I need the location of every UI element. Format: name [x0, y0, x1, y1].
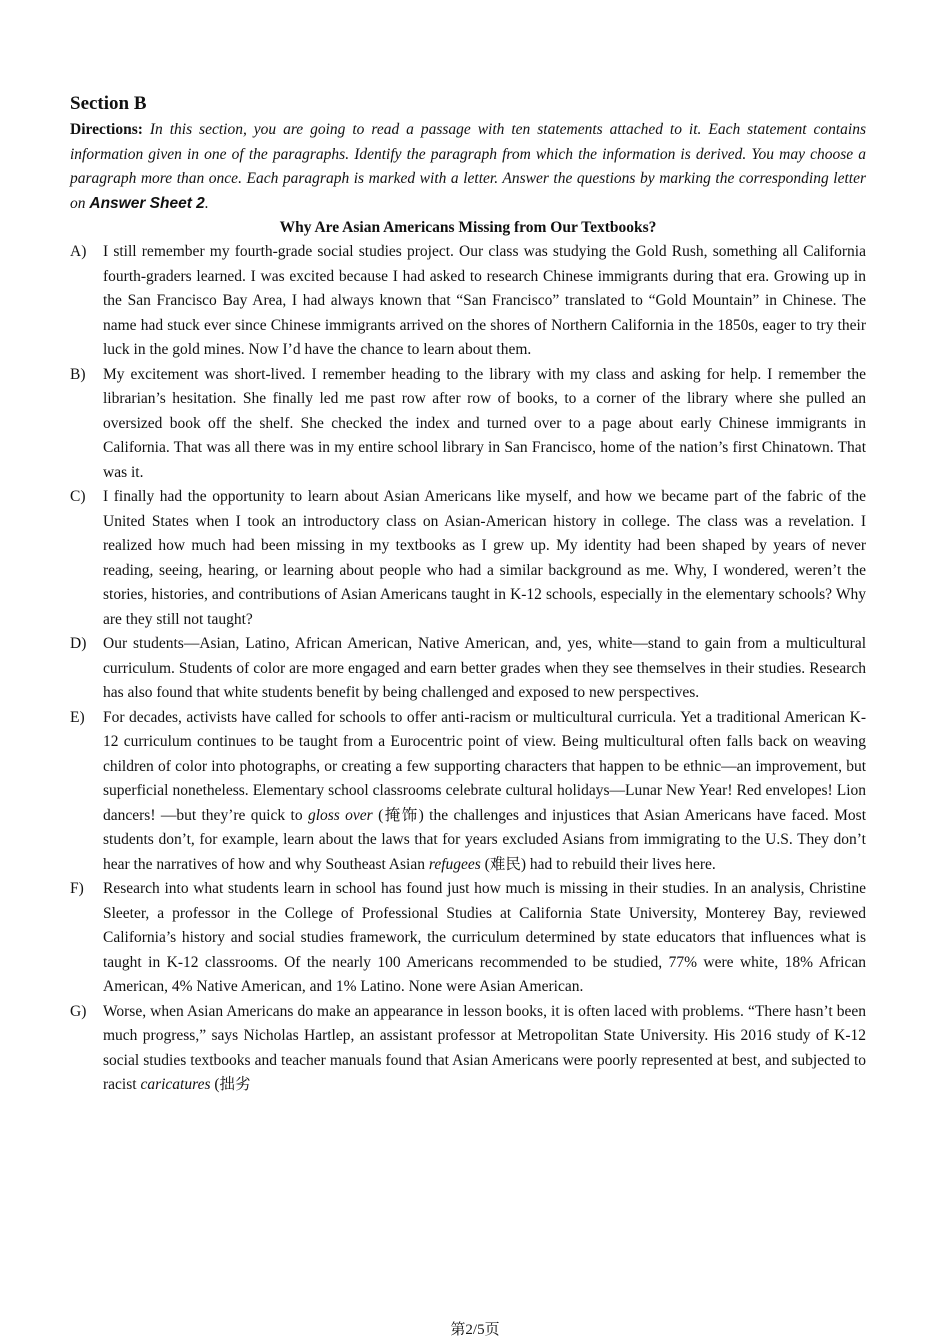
paragraph-text-2: (拙劣 [214, 1076, 251, 1093]
page-content [70, 92, 866, 1098]
gloss-term-2: refugees [428, 855, 481, 873]
paragraph-d [70, 632, 866, 706]
section-title: Section B [70, 93, 147, 114]
paragraph-g [70, 1000, 866, 1098]
paragraph-text-2: (掩饰) the challenges and injustices that Asian Americans have faced. Most students don’t, for example, learn about the laws that for years excluded Asians from immigrating to the U.S. They don’t hear the narratives of how and why Southeast Asian [103, 806, 867, 873]
paragraph-letter: D) [70, 635, 87, 652]
paragraph-b [70, 363, 866, 486]
paragraph-text-3: (难民) had to rebuild their lives here. [484, 855, 716, 873]
paragraph-e [70, 706, 866, 878]
directions-end: . [204, 194, 209, 212]
paragraph-letter: E) [70, 708, 85, 726]
paragraph-text-1: For decades, activists have called for schools to offer anti-racism or multicultural curricula. Yet a traditional American K-12 curriculum continues to be taught from a Eurocentric point of view. Being multicultural often falls back on weaving children of color into photographs, or creating a few supporting characters that happen to be ethnic—an improvement, but superficial nonetheless. Elementary school classrooms celebrate cultural holidays—Lunar New Year! Red envelopes! Lion dancers! —but they’re quick to [103, 708, 866, 824]
directions-label: Directions: [70, 121, 143, 138]
directions-text: In this section, you are going to read a passage with ten statements attached to it. Each statement contains information given in one of the paragraphs. Identify the paragraph from which the information is derived. You may choose a paragraph more than once. Each paragraph is marked with a letter. Answer the questions by marking the corresponding letter on [70, 121, 867, 212]
paragraph-text: I still remember my fourth-grade social studies project. Our class was studying the Gold Rush, something all California fourth-graders learned. I was excited because I had asked to research Chinese immigrants during that era. Growing up in the San Francisco Bay Area, I had always known that “San Francisco” translated to “Gold Mountain” in Chinese. The name had stuck ever since Chinese immigrants arrived on the shores of Northern California in the 1850s, eager to try their luck in the gold mines. Now I’d have the chance to learn about them. [103, 243, 866, 358]
paragraph-letter: G) [70, 1002, 87, 1020]
paragraph-text: Research into what students learn in school has found just how much is missing in their studies. In an analysis, Christine Sleeter, a professor in the College of Professional Studies at California State University, Monterey Bay, reviewed California’s history and social studies framework, the curriculum determined by state educators that influences what is taught in K-12 classrooms. Of the nearly 100 Americans recommended to be studied, 77% were white, 18% African American, 4% Native American, and 1% Latino. None were Asian American. [103, 880, 866, 995]
paragraph-text-1: Worse, when Asian Americans do make an appearance in lesson books, it is often laced with problems. “There hasn’t been much progress,” says Nicholas Hartlep, an assistant professor at Metropolitan State University. His 2016 study of K-12 social studies textbooks and teacher manuals found that Asian Americans were poorly represented at best, and subjected to racist [103, 1002, 866, 1093]
paragraph-c [70, 485, 866, 632]
paragraph-letter: A) [70, 243, 87, 260]
paragraph-letter: C) [70, 488, 86, 505]
gloss-term-1: gloss over [307, 806, 373, 824]
paragraph-text: I finally had the opportunity to learn about Asian Americans like myself, and how we became part of the fabric of the United States when I took an introductory class on Asian-American history in college. The class was a revelation. I realized how much had been missing in my textbooks as I grew up. My identity had been shaped by years of never reading, seeing, hearing, or learning about people who had a similar background as me. Why, I wondered, weren’t the stories, histories, and contributions of Asian Americans taught in K-12 schools, especially in the elementary schools? Why are they still not taught? [103, 488, 866, 628]
paragraph-a [70, 240, 866, 363]
paragraph-letter: B) [70, 365, 86, 383]
answer-sheet-label: Answer Sheet 2 [89, 194, 205, 212]
page-number: 第2/5页 [450, 1322, 500, 1338]
gloss-term-1: caricatures [140, 1076, 211, 1093]
passage-title: Why Are Asian Americans Missing from Our Textbooks? [279, 219, 657, 236]
paragraph-text: My excitement was short-lived. I remember heading to the library with my class and asking for help. I remember the librarian’s hesitation. She finally led me past row after row of books, to a corner of the library where she pulled an oversized book off the shelf. She checked the index and turned over to a page about early Chinese immigrants in California. That was all there was in my entire school library in San Francisco, home of the nation’s first Chinatown. That was it. [103, 365, 866, 481]
paragraph-f [70, 877, 866, 1000]
paragraph-text: Our students—Asian, Latino, African American, Native American, and, yes, white—stand to gain from a multicultural curriculum. Students of color are more engaged and earn better grades when they see themselves in their studies. Research has also found that white students benefit by being challenged and exposed to new perspectives. [103, 635, 866, 701]
directions [70, 118, 866, 216]
paragraph-letter: F) [70, 880, 84, 897]
